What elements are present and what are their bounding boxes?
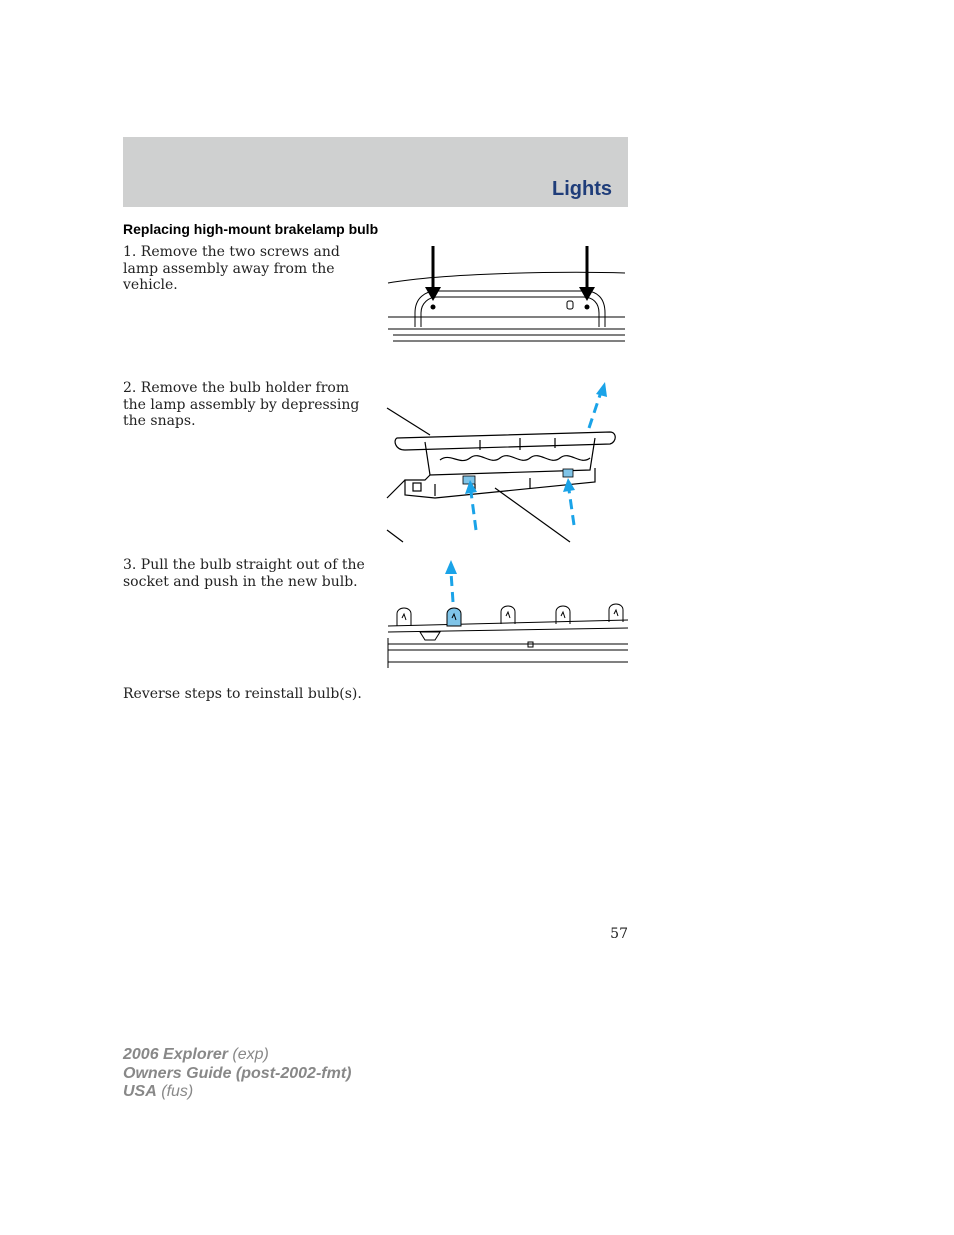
footer-line-1 bbox=[123, 1046, 351, 1065]
page-number: 57 bbox=[610, 926, 628, 942]
step-3-text: 3. Pull the bulb straight out of the socket and push in the new bulb. bbox=[123, 557, 365, 590]
illustration-bulb-socket bbox=[385, 558, 630, 673]
footer-line-2 bbox=[123, 1065, 351, 1084]
step-1-text: 1. Remove the two screws and lamp assembly away from the vehicle. bbox=[123, 244, 340, 293]
footer-guide: Owners Guide (post-2002-fmt) bbox=[123, 1064, 352, 1082]
subheading: Replacing high-mount brakelamp bulb bbox=[123, 221, 379, 237]
footer bbox=[123, 1046, 351, 1102]
footer-line-3 bbox=[123, 1083, 351, 1102]
footer-region-code: (fus) bbox=[161, 1083, 194, 1100]
arrow-down-icon-right bbox=[579, 246, 595, 301]
step-2-text: 2. Remove the bulb holder from the lamp assembly by depressing the snaps. bbox=[123, 380, 360, 429]
illustration-bulb-holder bbox=[385, 380, 630, 545]
header-band bbox=[123, 137, 628, 207]
arrow-up-icon-bulb bbox=[445, 560, 457, 602]
illustration-lamp-screws bbox=[385, 243, 630, 346]
section-title: Lights bbox=[552, 178, 612, 200]
footer-model-code: (exp) bbox=[232, 1046, 269, 1063]
footer-model: 2006 Explorer bbox=[123, 1046, 228, 1063]
footer-region: USA bbox=[123, 1083, 157, 1100]
arrow-up-icon-top bbox=[589, 382, 607, 428]
reverse-note: Reverse steps to reinstall bulb(s). bbox=[123, 686, 362, 702]
